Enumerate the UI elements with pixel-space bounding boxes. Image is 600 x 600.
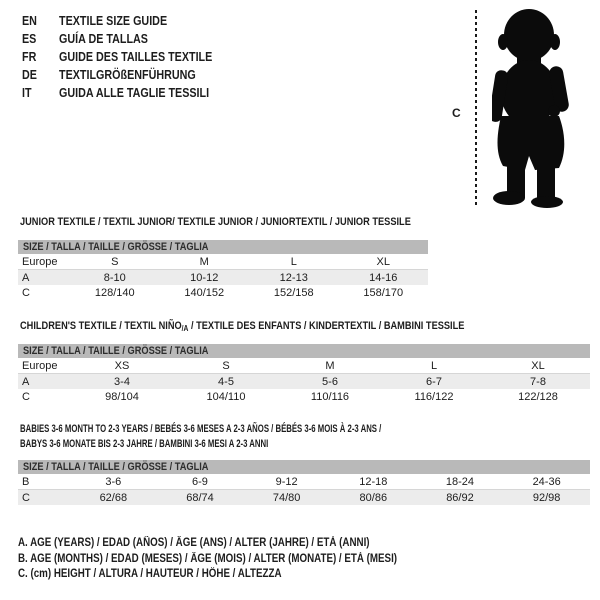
row-label: C <box>22 286 30 299</box>
table-row <box>18 285 428 300</box>
size-cell: M <box>160 254 250 270</box>
size-header-bar: SIZE / TALLA / TAILLE / GRÖSSE / TAGLIA <box>18 240 428 254</box>
value-cell: 12-18 <box>330 474 417 490</box>
children-textile-section <box>18 320 590 404</box>
value-cell: 3-6 <box>70 474 157 490</box>
value-cell: 5-6 <box>322 375 338 388</box>
size-cell: L <box>249 254 339 270</box>
row-label: C <box>22 390 30 403</box>
row-label: Europe <box>18 254 70 270</box>
size-cell: M <box>278 358 382 374</box>
height-measure-label: C <box>452 106 461 120</box>
value-cell: 86/92 <box>446 491 474 504</box>
value-cell: 3-4 <box>114 375 130 388</box>
row-label: A <box>22 375 30 388</box>
language-code: EN <box>22 14 37 28</box>
value-cell: 62/68 <box>99 491 128 504</box>
value-cell: 128/140 <box>94 286 135 299</box>
value-cell: 152/158 <box>273 286 314 299</box>
size-cell: S <box>70 254 160 270</box>
table-row <box>18 389 590 404</box>
value-cell: 116/122 <box>414 390 454 403</box>
value-cell: 110/116 <box>310 390 350 403</box>
table-row <box>18 270 428 286</box>
value-cell: 92/98 <box>532 491 561 504</box>
language-code: ES <box>22 32 37 46</box>
value-cell: 9-12 <box>243 474 330 490</box>
children-size-table <box>18 358 590 404</box>
height-measure-dotted-line <box>475 10 477 206</box>
junior-table-title: JUNIOR TEXTILE / TEXTIL JUNIOR/ TEXTILE JUNIOR / JUNIORTEXTIL / JUNIOR TESSILE <box>20 216 411 228</box>
babies-size-table <box>18 474 590 505</box>
table-row <box>18 358 590 374</box>
row-label: C <box>22 491 30 504</box>
value-cell: 158/170 <box>363 286 404 299</box>
value-cell: 14-16 <box>369 271 398 284</box>
value-cell: 74/80 <box>272 491 301 504</box>
value-cell: 4-5 <box>218 375 234 388</box>
size-header-bar: SIZE / TALLA / TAILLE / GRÖSSE / TAGLIA <box>18 344 590 358</box>
footnote-b: B. AGE (MONTHS) / EDAD (MESES) / ÂGE (MOIS) / ALTER (MONATE) / ETÀ (MESI) <box>18 552 398 565</box>
size-cell: XL <box>339 254 429 270</box>
value-cell: 104/110 <box>206 390 246 403</box>
table-row <box>18 474 590 490</box>
babies-textile-section <box>18 422 590 505</box>
value-cell: 98/104 <box>105 390 139 403</box>
size-cell: S <box>174 358 278 374</box>
language-label: TEXTILE SIZE GUIDE <box>59 14 168 28</box>
language-row-es <box>22 30 237 48</box>
size-cell: XS <box>70 358 174 374</box>
value-cell: 140/152 <box>184 286 225 299</box>
junior-size-table <box>18 254 428 300</box>
value-cell: 6-9 <box>157 474 244 490</box>
row-label: Europe <box>18 358 70 374</box>
children-table-title: CHILDREN'S TEXTILE / TEXTIL NIÑO/A / TEXTILE DES ENFANTS / KINDERTEXTIL / BAMBINI TESSILE <box>20 320 465 333</box>
language-row-it <box>22 84 237 102</box>
value-cell: 10-12 <box>190 271 219 284</box>
value-cell: 122/128 <box>518 390 558 403</box>
value-cell: 18-24 <box>417 474 504 490</box>
size-header-bar: SIZE / TALLA / TAILLE / GRÖSSE / TAGLIA <box>18 460 590 474</box>
footnote-a: A. AGE (YEARS) / EDAD (AÑOS) / ÂGE (ANS) / ALTER (JAHRE) / ETÀ (ANNI) <box>18 537 370 549</box>
value-cell: 24-36 <box>503 474 590 490</box>
language-code: IT <box>22 86 32 100</box>
language-code: FR <box>22 50 37 64</box>
language-label: GUÍA DE TALLAS <box>59 32 148 46</box>
size-cell: XL <box>486 358 590 374</box>
table-row <box>18 374 590 390</box>
junior-textile-section <box>18 216 428 300</box>
language-row-fr <box>22 48 237 66</box>
value-cell: 68/74 <box>186 491 214 504</box>
value-cell: 12-13 <box>279 271 308 284</box>
language-row-en <box>22 12 237 30</box>
value-cell: 7-8 <box>530 375 546 388</box>
babies-table-title: BABIES 3-6 MONTH TO 2-3 YEARS / BEBÉS 3-6 MESES A 2-3 AÑOS / BÉBÉS 3-6 MOIS À 2-3 ANS / BABYS 3-6 MONATE BIS 2-3 JAHRE / BAMBINI 3-6 MESI A 2-3 ANNI <box>20 423 382 450</box>
language-label: GUIDA ALLE TAGLIE TESSILI <box>59 86 210 100</box>
table-row <box>18 254 428 270</box>
language-list <box>22 12 237 102</box>
value-cell: 8-10 <box>103 271 126 284</box>
size-cell: L <box>382 358 486 374</box>
table-row <box>18 490 590 506</box>
value-cell: 6-7 <box>426 375 442 388</box>
footnote-c: C. (cm) HEIGHT / ALTURA / HAUTEUR / HÖHE / ALTEZZA <box>18 568 282 580</box>
language-label: GUIDE DES TAILLES TEXTILE <box>59 50 213 64</box>
toddler-silhouette-icon <box>492 8 580 208</box>
row-label: B <box>18 474 70 490</box>
language-label: TEXTILGRÖßENFÜHRUNG <box>59 68 196 82</box>
row-label: A <box>22 271 30 284</box>
footnotes <box>18 536 464 583</box>
value-cell: 80/86 <box>359 491 388 504</box>
language-row-de <box>22 66 237 84</box>
language-code: DE <box>22 68 37 82</box>
title-subscript: /A <box>181 324 189 333</box>
